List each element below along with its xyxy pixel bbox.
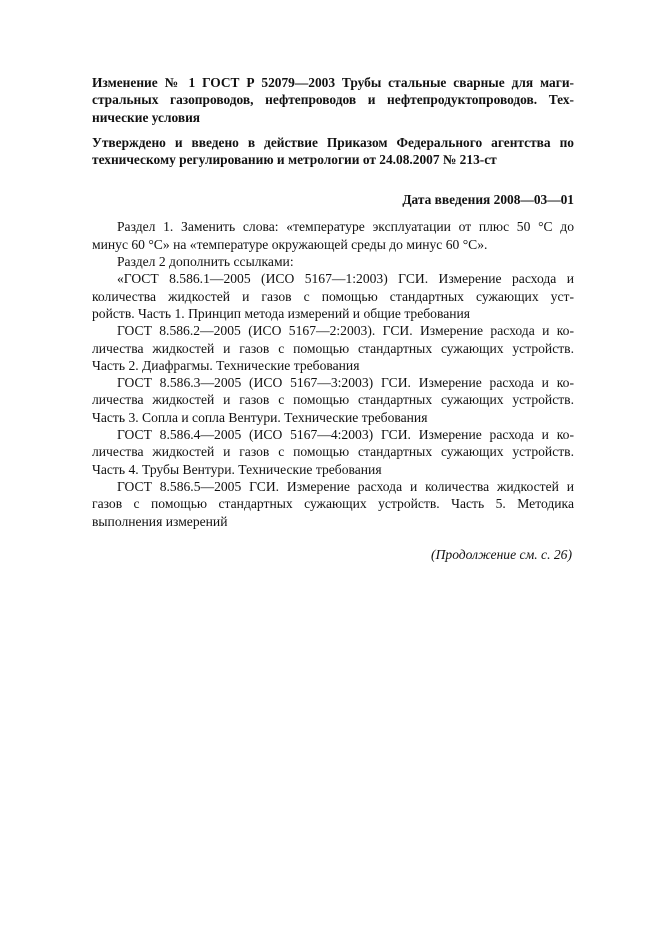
body-line: личества жидкостей и газов с помощью стандартных сужающих устройств. (92, 340, 574, 356)
title-line: Изменение № 1 ГОСТ Р 52079—2003 Трубы стальные сварные для маги- (92, 75, 574, 90)
body-line: количества жидкостей и газов с помощью стандартных сужающих уст- (92, 288, 574, 304)
body-line: ГОСТ 8.586.5—2005 ГСИ. Измерение расхода и количества жидкостей и (117, 478, 574, 494)
body-line: ГОСТ 8.586.4—2005 (ИСО 5167—4:2003) ГСИ. Измерение расхода и ко- (117, 427, 574, 443)
body-line: Часть 2. Диафрагмы. Технические требования (92, 357, 360, 373)
title-line: нические условия (92, 109, 201, 125)
body-line: личества жидкостей и газов с помощью стандартных сужающих устройств. (92, 392, 574, 408)
continuation-note: (Продолжение см. с. 26) (431, 546, 572, 562)
body-line: Часть 4. Трубы Вентури. Технические требования (92, 461, 382, 477)
body-line: Часть 3. Сопла и сопла Вентури. Технические требования (92, 409, 428, 425)
document-page (92, 74, 574, 563)
body-line: «ГОСТ 8.586.1—2005 (ИСО 5167—1:2003) ГСИ. Измерение расхода и (117, 271, 574, 287)
approval-line: техническому регулированию и метрологии от 24.08.2007 № 213-ст (92, 152, 497, 168)
body-line: личества жидкостей и газов с помощью стандартных сужающих устройств. (92, 444, 574, 460)
title-line: стральных газопроводов, нефтепроводов и нефтепродуктопроводов. Тех- (92, 92, 574, 108)
document-body (92, 218, 574, 529)
body-line: минус 60 °С» на «температуре окружающей среды до минус 60 °С». (92, 236, 488, 252)
body-line: ГОСТ 8.586.3—2005 (ИСО 5167—3:2003) ГСИ. Измерение расхода и ко- (117, 375, 574, 391)
document-title (92, 74, 574, 126)
body-line: ГОСТ 8.586.2—2005 (ИСО 5167—2:2003). ГСИ. Измерение расхода и ко- (117, 323, 574, 339)
approval-statement (92, 134, 574, 169)
body-line: ройств. Часть 1. Принцип метода измерений и общие требования (92, 305, 471, 321)
body-line: выполнения измерений (92, 513, 228, 529)
effective-date: Дата введения 2008—03—01 (402, 192, 574, 208)
body-line: газов с помощью стандартных сужающих устройств. Часть 5. Методика (92, 496, 574, 512)
approval-line: Утверждено и введено в действие Приказом Федерального агентства по (92, 134, 574, 150)
body-line: Раздел 2 дополнить ссылками: (117, 254, 294, 270)
body-line: Раздел 1. Заменить слова: «температуре эксплуатации от плюс 50 °С до (117, 219, 574, 235)
